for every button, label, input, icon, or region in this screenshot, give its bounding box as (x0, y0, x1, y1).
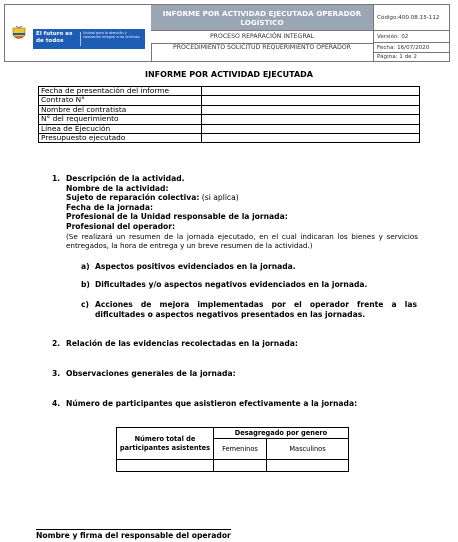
item-a-letter: a) (81, 262, 90, 271)
logo-divider (80, 32, 81, 46)
section-1-line: Nombre de la actividad: (66, 183, 169, 193)
section-1-note: (Se realizará un resumen de la jornada ejecutado, en el cual indicaran los bienes y servicios entregados, la hora de entrega y un breve resumen de la actividad.) (66, 231, 418, 250)
info-value-cell[interactable] (202, 115, 420, 124)
procedure-cell: PROCEDIMIENTO SOLICITUD REQUERIMIENTO OPERADOR (173, 44, 351, 51)
info-label: Presupuesto ejecutado (39, 134, 202, 143)
sujeto-label: Sujeto de reparación colectiva: (66, 193, 200, 203)
female-count-cell[interactable] (214, 460, 267, 472)
section-2-number: 2. (52, 339, 61, 348)
participants-total-cell[interactable] (117, 460, 214, 472)
date-cell: Fecha: 16/07/2020 (374, 43, 450, 53)
item-b-text: Dificultades y/o aspectos negativos evidenciados en la jornada. (95, 280, 368, 289)
item-c-text: Acciones de mejora implementadas por el operador frente a las dificultades o aspectos negativos presentados en las jornadas. (95, 300, 417, 319)
process-cell: PROCESO REPARACIÓN INTEGRAL (151, 31, 373, 44)
participants-total-header: Número total de participantes asistentes (117, 428, 214, 460)
table-row (39, 87, 420, 96)
male-count-cell[interactable] (267, 460, 349, 472)
info-label: N° del requerimiento (39, 115, 202, 124)
section-1-line: Descripción de la actividad. (66, 174, 185, 183)
sujeto-suffix: (si aplica) (199, 193, 239, 203)
info-value-cell[interactable] (202, 87, 420, 96)
logo-cell (5, 5, 152, 61)
info-value-cell[interactable] (202, 134, 420, 143)
logo-banner (33, 29, 145, 49)
document-title-cell: INFORME POR ACTIVIDAD EJECUTADA OPERADOR LOGÍSTICO (151, 5, 373, 31)
table-row (117, 460, 349, 472)
section-1-line: Profesional del operador: (66, 221, 176, 231)
section-4-number: 4. (52, 399, 61, 408)
section-1 (66, 174, 418, 250)
section-1-line: Fecha de la jornada: (66, 202, 153, 212)
participants-table (116, 427, 349, 472)
coat-of-arms-icon (11, 25, 27, 43)
item-c-letter: c) (81, 300, 89, 309)
document-header (4, 4, 450, 62)
signature-line: Nombre y firma del responsable del operador (36, 531, 231, 540)
section-3-text: Observaciones generales de la jornada: (66, 369, 236, 378)
item-a-text: Aspectos positivos evidenciados en la jornada. (95, 262, 296, 271)
info-value-cell[interactable] (202, 105, 420, 114)
female-header: Femeninos (214, 439, 267, 460)
info-label: Línea de Ejecución (39, 124, 202, 133)
male-header: Masculinos (267, 439, 349, 460)
code-cell: Código:400.08.15-112 (374, 5, 450, 31)
info-value-cell[interactable] (202, 124, 420, 133)
table-row (39, 134, 420, 143)
section-1-line-sujeto (66, 193, 418, 203)
section-1-line: Profesional de la Unidad responsable de la jornada: (66, 212, 288, 222)
gender-group-header: Desagregado por genero (214, 428, 349, 439)
logo-main-text: El futuro es de todos (36, 31, 73, 44)
table-row (39, 96, 420, 105)
table-row (39, 115, 420, 124)
info-table (38, 86, 420, 143)
item-b-letter: b) (81, 280, 90, 289)
info-label: Contrato N° (39, 96, 202, 105)
page-cell: Página: 1 de 2 (377, 54, 417, 60)
section-4-text: Número de participantes que asistieron efectivamente a la jornada: (66, 399, 358, 408)
logo-sub-text: Unidad para la atención y reparación integral a las víctimas (83, 31, 140, 40)
info-label: Nombre del contratista (39, 105, 202, 114)
info-value-cell[interactable] (202, 96, 420, 105)
info-label: Fecha de presentación del informe (39, 87, 202, 96)
version-cell: Versión: 02 (374, 31, 450, 43)
section-3-number: 3. (52, 369, 61, 378)
table-row (117, 428, 349, 439)
section-1-number: 1. (52, 174, 61, 183)
document-meta (373, 5, 450, 61)
report-title: INFORME POR ACTIVIDAD EJECUTADA (145, 70, 313, 79)
section-2-text: Relación de las evidencias recolectadas en la jornada: (66, 339, 298, 348)
